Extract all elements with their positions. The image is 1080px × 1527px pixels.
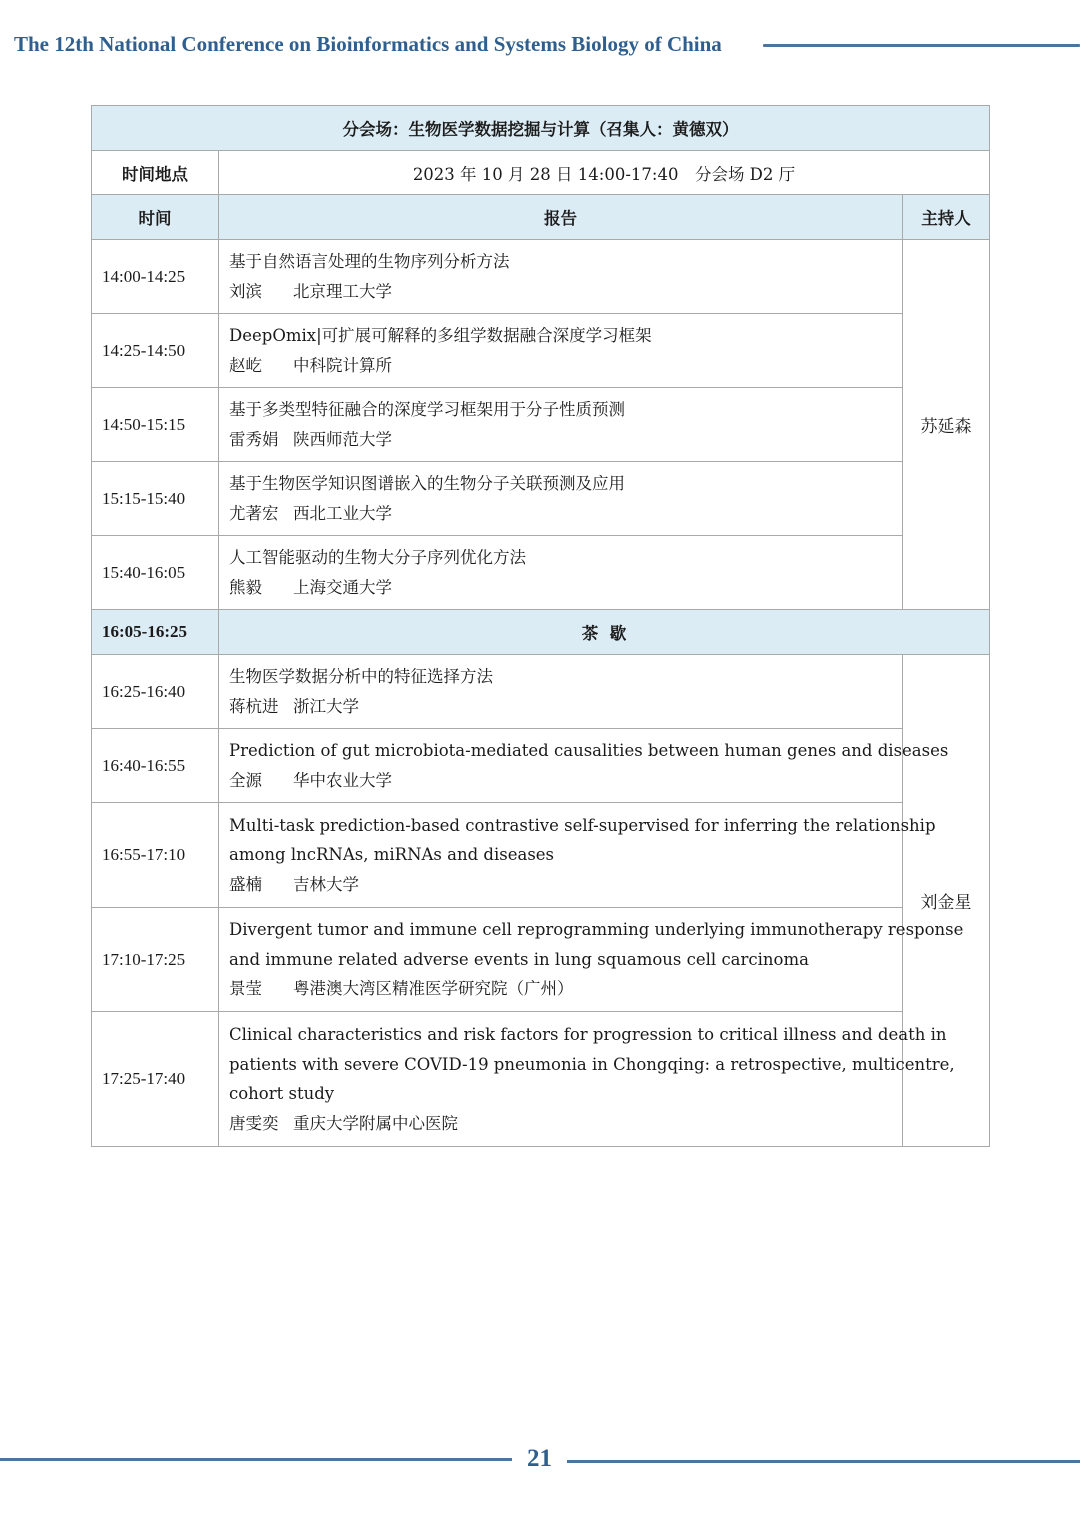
talk-speaker-line: [229, 692, 892, 722]
talk-report: [219, 314, 903, 388]
talk-title: cohort study: [229, 1084, 335, 1103]
talk-report: [219, 240, 903, 314]
speaker-name: 唐雯奕: [229, 1113, 279, 1133]
talk-speaker-line: [229, 351, 892, 381]
talk-title: 基于自然语言处理的生物序列分析方法: [229, 252, 510, 271]
speaker-affiliation: 浙江大学: [293, 696, 359, 716]
talk-time: 15:40-16:05: [92, 536, 219, 610]
talk-title: 基于多类型特征融合的深度学习框架用于分子性质预测: [229, 400, 625, 419]
talk-time: 16:40-16:55: [92, 729, 219, 803]
talk-title: and immune related adverse events in lung squamous cell carcinoma: [229, 949, 809, 969]
footer-rule-right: [567, 1460, 1080, 1463]
talk-report: [219, 729, 949, 803]
speaker-name: 赵屹: [229, 355, 262, 375]
speaker-affiliation: 北京理工大学: [293, 281, 392, 301]
talk-time: 15:15-15:40: [92, 462, 219, 536]
speaker-affiliation: 上海交通大学: [293, 577, 392, 597]
speaker-name: 尤著宏: [229, 503, 279, 523]
speaker-affiliation: 吉林大学: [293, 874, 359, 894]
conference-title: The 12th National Conference on Bioinformatics and Systems Biology of China: [14, 32, 722, 56]
speaker-name: 盛楠: [229, 874, 262, 894]
talk-report: [219, 803, 936, 908]
column-header-report: 报告: [219, 195, 903, 240]
header-rule: [763, 44, 1080, 47]
time-place-row: [92, 151, 990, 195]
column-header-host: 主持人: [903, 195, 990, 240]
table-row: [92, 240, 990, 314]
talk-title: Multi-task prediction-based contrastive self-supervised for inferring the relationship: [229, 815, 936, 835]
talk-report: [219, 536, 903, 610]
session-title: 分会场：生物医学数据挖掘与计算（召集人：黄德双）: [92, 106, 990, 151]
table-row: [92, 803, 990, 908]
table-row: [92, 462, 990, 536]
table-row: [92, 655, 990, 729]
table-row: [92, 1012, 990, 1147]
speaker-name: 刘滨: [229, 281, 262, 301]
talk-time: 14:25-14:50: [92, 314, 219, 388]
talk-report: [219, 462, 903, 536]
talk-report: [219, 908, 964, 1012]
table-row: [92, 908, 990, 1012]
talk-time: 14:00-14:25: [92, 240, 219, 314]
talk-title: Prediction of gut microbiota-mediated causalities between human genes and diseases: [229, 741, 949, 760]
time-place-value: 2023 年 10 月 28 日 14:00-17:40 分会场 D2 厅: [219, 151, 990, 195]
talk-report: [219, 388, 903, 462]
talk-title: Divergent tumor and immune cell reprogramming underlying immunotherapy response: [229, 920, 964, 940]
table-row: [92, 536, 990, 610]
talk-time: 16:25-16:40: [92, 655, 219, 729]
speaker-name: 景莹: [229, 979, 262, 999]
speaker-name: 蒋杭进: [229, 696, 279, 716]
table-row: [92, 388, 990, 462]
talk-title: 生物医学数据分析中的特征选择方法: [229, 667, 493, 686]
session-host: 刘金星: [903, 655, 990, 1147]
speaker-affiliation: 中科院计算所: [293, 355, 392, 375]
talk-speaker-line: [229, 766, 892, 796]
speaker-name: 雷秀娟: [229, 429, 279, 449]
table-row: [92, 314, 990, 388]
talk-speaker-line: [229, 974, 892, 1004]
talk-speaker-line: [229, 499, 892, 529]
talk-title: DeepOmix|可扩展可解释的多组学数据融合深度学习框架: [229, 326, 652, 345]
page-footer: [0, 1445, 1080, 1475]
speaker-affiliation: 陕西师范大学: [293, 429, 392, 449]
speaker-name: 全源: [229, 770, 262, 790]
talk-time: 17:10-17:25: [92, 908, 219, 1012]
talk-report: [219, 655, 903, 729]
talk-time: 14:50-15:15: [92, 388, 219, 462]
table-row: [92, 729, 990, 803]
talk-speaker-line: [229, 1109, 892, 1139]
session-schedule-table: [91, 105, 990, 1147]
talk-speaker-line: [229, 573, 892, 603]
session-host: 苏延森: [903, 240, 990, 610]
talk-time: 16:55-17:10: [92, 803, 219, 908]
break-label: 茶 歇: [219, 610, 990, 655]
talk-title: Clinical characteristics and risk factors for progression to critical illness and death in: [229, 1025, 947, 1044]
time-place-label: 时间地点: [92, 151, 219, 195]
tea-break-row: [92, 610, 990, 655]
session-title-row: [92, 106, 990, 151]
speaker-affiliation: 粤港澳大湾区精准医学研究院（广州）: [293, 979, 574, 999]
talk-time: 17:25-17:40: [92, 1012, 219, 1147]
speaker-affiliation: 西北工业大学: [293, 503, 392, 523]
speaker-affiliation: 华中农业大学: [293, 770, 392, 790]
talk-speaker-line: [229, 425, 892, 455]
talk-title: 人工智能驱动的生物大分子序列优化方法: [229, 548, 526, 567]
column-header-row: [92, 195, 990, 240]
speaker-affiliation: 重庆大学附属中心医院: [293, 1113, 458, 1133]
page-header: [0, 30, 1080, 60]
footer-rule-left: [0, 1458, 512, 1461]
speaker-name: 熊毅: [229, 577, 262, 597]
break-time: 16:05-16:25: [92, 610, 219, 655]
talk-title: 基于生物医学知识图谱嵌入的生物分子关联预测及应用: [229, 474, 625, 493]
talk-speaker-line: [229, 870, 892, 900]
talk-report: [219, 1012, 955, 1147]
talk-title: patients with severe COVID-19 pneumonia in Chongqing: a retrospective, multicentre,: [229, 1054, 955, 1074]
page-number: 21: [527, 1445, 552, 1472]
column-header-time: 时间: [92, 195, 219, 240]
talk-speaker-line: [229, 277, 892, 307]
talk-title: among lncRNAs, miRNAs and diseases: [229, 845, 555, 865]
